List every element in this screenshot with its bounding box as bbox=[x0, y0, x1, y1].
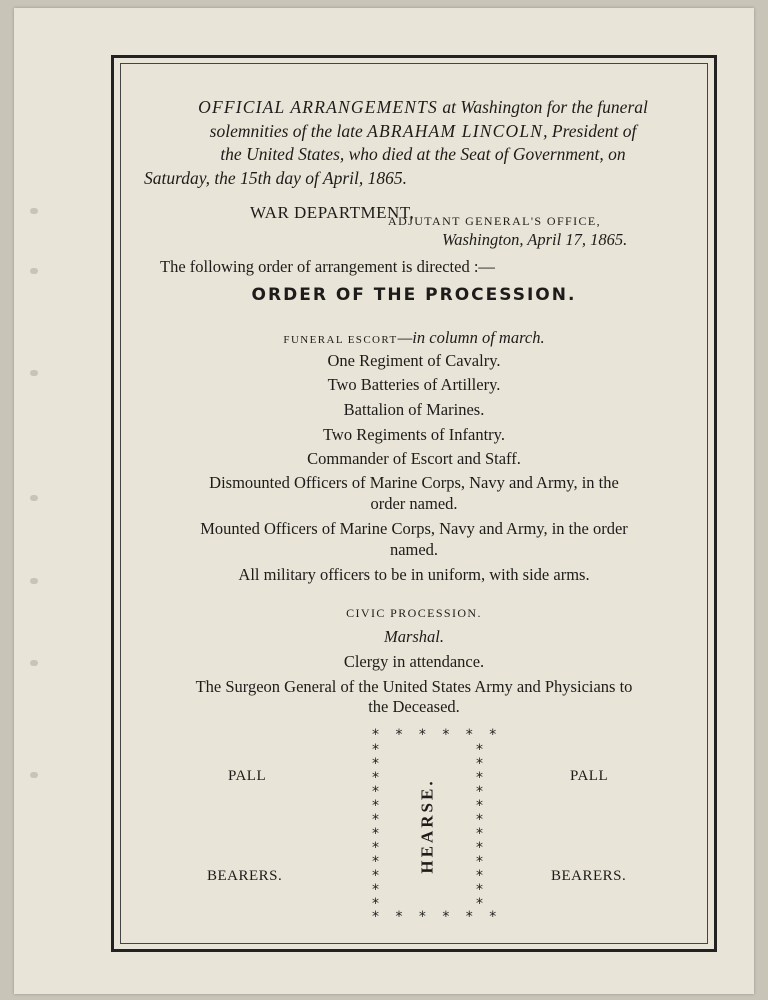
punch-hole bbox=[30, 660, 38, 666]
heading-text: at Washington for the funeral bbox=[438, 97, 648, 117]
escort-item: Battalion of Marines. bbox=[343, 400, 485, 419]
escort-item: Commander of Escort and Staff. bbox=[307, 449, 521, 468]
place-date: Washington, April 17, 1865. bbox=[442, 230, 628, 249]
bearers-left: BEARERS. bbox=[207, 868, 283, 884]
punch-hole bbox=[30, 208, 38, 214]
heading-text: Saturday, the 15th day of April, 1865. bbox=[144, 167, 407, 188]
uniform-note: All military officers to be in uniform, with side arms. bbox=[238, 565, 590, 584]
dismounted-officers-cont: order named. bbox=[370, 494, 458, 513]
intro-text: The following order of arrangement is directed :— bbox=[160, 257, 495, 276]
mounted-officers-cont: named. bbox=[389, 540, 439, 559]
punch-hole bbox=[30, 370, 38, 376]
marshal: Marshal. bbox=[383, 627, 445, 646]
heading-official: OFFICIAL ARRANGEMENTS bbox=[198, 97, 439, 117]
pall-right: PALL bbox=[570, 768, 609, 784]
star-column-left: * * * * * * * * * * * * bbox=[372, 742, 379, 912]
surgeon-general: The Surgeon General of the United States Army and Physicians to bbox=[195, 677, 633, 696]
star-row-bottom: * * * * * * bbox=[372, 909, 503, 925]
civic-label: CIVIC PROCESSION. bbox=[346, 606, 482, 620]
department-title: WAR DEPARTMENT, bbox=[250, 203, 415, 222]
punch-hole bbox=[30, 268, 38, 274]
punch-hole bbox=[30, 495, 38, 501]
star-column-right: * * * * * * * * * * * * bbox=[476, 742, 483, 912]
hearse-label: HEARSE. bbox=[418, 778, 438, 874]
document-heading bbox=[138, 96, 708, 190]
escort-item: One Regiment of Cavalry. bbox=[327, 351, 501, 370]
bearers-right: BEARERS. bbox=[551, 868, 627, 884]
heading-lincoln: ABRAHAM LINCOLN bbox=[367, 120, 544, 141]
mounted-officers: Mounted Officers of Marine Corps, Navy and Army, in the order bbox=[200, 519, 628, 538]
pall-left: PALL bbox=[228, 768, 267, 784]
office-name: ADJUTANT GENERAL'S OFFICE, bbox=[388, 214, 602, 228]
heading-text: , President of bbox=[543, 120, 637, 141]
hearse-label-box bbox=[398, 756, 458, 896]
surgeon-general-cont: the Deceased. bbox=[368, 697, 460, 716]
escort-label-suffix: —in column of march. bbox=[397, 328, 545, 347]
escort-item: Two Regiments of Infantry. bbox=[323, 425, 505, 444]
clergy: Clergy in attendance. bbox=[343, 652, 485, 671]
heading-text: the United States, who died at the Seat of Government, on bbox=[220, 144, 626, 164]
punch-hole bbox=[30, 772, 38, 778]
order-title: ORDER OF THE PROCESSION. bbox=[251, 285, 577, 305]
star-row-top: * * * * * * bbox=[372, 727, 503, 743]
dismounted-officers: Dismounted Officers of Marine Corps, Navy and Army, in the bbox=[209, 473, 619, 492]
punch-hole bbox=[30, 578, 38, 584]
escort-label: FUNERAL ESCORT bbox=[283, 334, 398, 346]
escort-item: Two Batteries of Artillery. bbox=[327, 375, 501, 394]
heading-text: solemnities of the late bbox=[209, 120, 368, 141]
